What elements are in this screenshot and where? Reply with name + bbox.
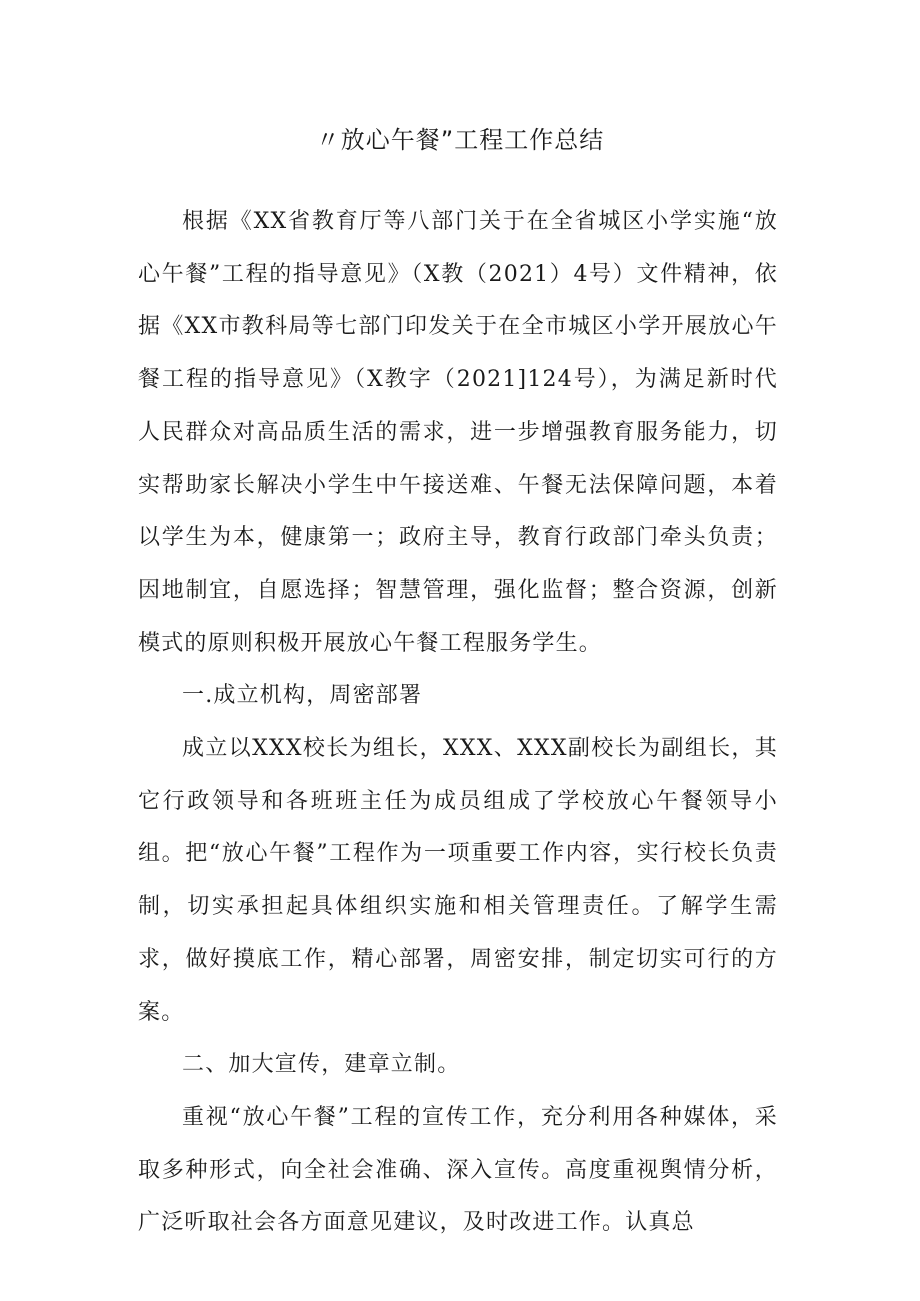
section-heading-1: 一.成立机构，周密部署 xyxy=(182,683,423,709)
document-body xyxy=(138,196,778,1250)
document-title: 〃放心午餐”工程工作总结 xyxy=(315,126,605,154)
section-heading-2: 二、加大宣传，建章立制。 xyxy=(182,1052,461,1078)
paragraph-section-2: 重视“放心午餐”工程的宣传工作，充分利用各种媒体，采取多种形式，向全社会准确、深入宣传。高度重视舆情分析，广泛听取社会各方面意见建议，及时改进工作。认真总 xyxy=(138,1104,778,1236)
paragraph-intro: 根据《XX省教育厅等八部门关于在全省城区小学实施“放心午餐”工程的指导意见》（X教（2021）4号）文件精神，依据《XX市教科局等七部门印发关于在全市城区小学开展放心午餐工程的指导意见》（X教字（2021]124号），为满足新时代人民群众对高品质生活的需求，进一步增强教育服务能力，切实帮助家长解决小学生中午接送难、午餐无法保障问题，本着以学生为本，健康第一；政府主导，教育行政部门牵头负责；因地制宜，自愿选择；智慧管理，强化监督；整合资源，创新模式的原则积极开展放心午餐工程服务学生。 xyxy=(138,209,778,656)
paragraph-section-1: 成立以XXX校长为组长，XXX、XXX副校长为副组长，其它行政领导和各班班主任为成员组成了学校放心午餐领导小组。把“放心午餐”工程作为一项重要工作内容，实行校长负责制，切实承担起具体组织实施和相关管理责任。了解学生需求，做好摸底工作，精心部署，周密安排，制定切实可行的方案。 xyxy=(138,736,778,1025)
